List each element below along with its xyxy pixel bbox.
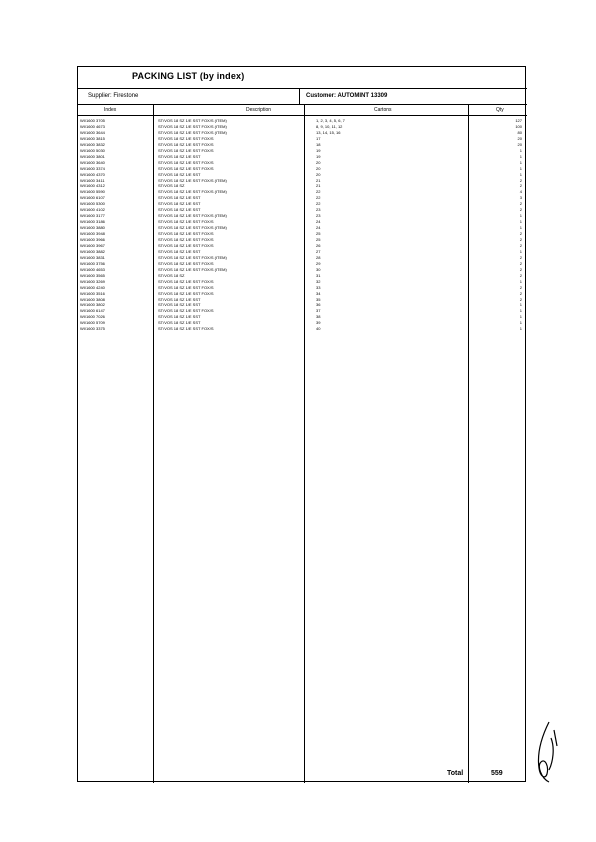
index-cell: WI/1600 3880: [80, 225, 105, 231]
cartons-cell: 19: [316, 147, 321, 153]
index-cell: WI/1600 3756: [80, 260, 105, 266]
index-cell: WI/1600 3411: [80, 177, 105, 183]
qty-cell: 100: [515, 123, 522, 129]
index-cell: WI/1600 3186: [80, 219, 105, 225]
description-cell: ST/VOS 18 SZ 1/E SST FOX/S (ITEM): [158, 129, 227, 135]
total-label: Total: [447, 770, 464, 777]
qty-cell: 1: [519, 171, 522, 177]
qty-cell: 4: [519, 189, 522, 195]
description-cell: ST/VOS 18 SZ 1/E SST FOX/S: [158, 219, 214, 225]
description-cell: ST/VOS 18 SZ 1/E SST: [158, 248, 201, 254]
cartons-cell: 22: [316, 195, 321, 201]
description-cell: ST/VOS 18 SZ 1/E SST FOX/S: [158, 165, 214, 171]
qty-cell: 1: [519, 302, 522, 308]
cartons-cell: 20: [316, 165, 321, 171]
title-bar: [78, 67, 527, 89]
index-cell: WI/1600 6147: [80, 308, 105, 314]
cartons-cell: 18: [316, 141, 321, 147]
signature-mark: [527, 718, 567, 788]
index-cell: WI/1600 3832: [80, 141, 105, 147]
cartons-cell: 22: [316, 201, 321, 207]
index-cell: WI/1600 4102: [80, 207, 105, 213]
qty-cell: 1: [519, 159, 522, 165]
cartons-cell: 23: [316, 213, 321, 219]
description-cell: ST/VOS 18 SZ 1/E SST FOX/S (ITEM): [158, 254, 227, 260]
cartons-cell: 31: [316, 272, 321, 278]
index-cell: WI/1600 3640: [80, 159, 105, 165]
index-cell: WI/1600 3644: [80, 129, 105, 135]
qty-cell: 1: [519, 314, 522, 320]
cartons-cell: 21: [316, 183, 321, 189]
cartons-cell: 25: [316, 231, 321, 237]
index-cell: WI/1600 3948: [80, 231, 105, 237]
qty-cell: 2: [519, 177, 522, 183]
qty-cell: 2: [519, 290, 522, 296]
description-cell: ST/VOS 18 SZ 1/E SST FOX/S (ITEM): [158, 225, 227, 231]
description-cell: ST/VOS 18 SZ 1/E SST: [158, 320, 201, 326]
header-divider: [78, 115, 527, 116]
qty-cell: 2: [519, 272, 522, 278]
qty-cell: 1: [519, 153, 522, 159]
cartons-cell: 24: [316, 219, 321, 225]
description-cell: ST/VOS 18 SZ 1/E SST: [158, 207, 201, 213]
description-cell: ST/VOS 18 SZ 1/E SST FOX/S: [158, 135, 214, 141]
qty-cell: 1: [519, 308, 522, 314]
description-cell: ST/VOS 18 SZ 1/E SST: [158, 314, 201, 320]
qty-cell: 2: [519, 242, 522, 248]
cartons-cell: 33: [316, 284, 321, 290]
qty-cell: 127: [515, 118, 522, 123]
description-cell: ST/VOS 18 SZ 1/E SST FOX/S: [158, 260, 214, 266]
description-cell: ST/VOS 18 SZ 1/E SST FOX/S (ITEM): [158, 266, 227, 272]
packing-list-sheet: [77, 66, 526, 782]
cartons-cell: 30: [316, 266, 321, 272]
qty-cell: 20: [517, 135, 522, 141]
description-cell: ST/VOS 18 SZ 1/E SST FOX/S: [158, 147, 214, 153]
qty-cell: 2: [519, 183, 522, 189]
index-cell: WI/1600 3831: [80, 254, 105, 260]
index-cell: WI/1600 3801: [80, 153, 105, 159]
qty-cell: 1: [519, 219, 522, 225]
index-cell: WI/1600 3565: [80, 272, 105, 278]
col-header-qty: Qty: [496, 107, 504, 113]
description-cell: ST/VOS 18 SZ 1/E SST FOX/S: [158, 237, 214, 242]
cartons-cell: 27: [316, 248, 321, 254]
total-value: 559: [491, 770, 503, 777]
index-cell: WI/1600 4240: [80, 284, 105, 290]
qty-cell: 2: [519, 254, 522, 260]
description-cell: ST/VOS 18 SZ 1/E SST FOX/S (ITEM): [158, 189, 227, 195]
cartons-cell: 26: [316, 242, 321, 248]
index-cell: WI/1600 3802: [80, 302, 105, 308]
index-cell: WI/1600 4370: [80, 171, 105, 177]
description-cell: ST/VOS 18 SZ 1/E SST FOX/S: [158, 242, 214, 248]
cartons-cell: 36: [316, 302, 321, 308]
qty-cell: 1: [519, 147, 522, 153]
qty-cell: 2: [519, 237, 522, 242]
index-cell: WI/1600 3882: [80, 248, 105, 254]
index-cell: WI/1600 5709: [80, 320, 105, 326]
index-cell: WI/1600 3808: [80, 296, 105, 302]
qty-cell: 2: [519, 260, 522, 266]
supplier-label: Supplier: Firestone: [88, 93, 139, 99]
info-divider: [299, 89, 300, 105]
description-cell: ST/VOS 18 SZ 1/E SST: [158, 171, 201, 177]
cartons-cell: 39: [316, 320, 321, 326]
cartons-cell: 29: [316, 260, 321, 266]
index-cell: WI/1600 3967: [80, 242, 105, 248]
cartons-cell: 23: [316, 207, 321, 213]
cartons-cell: 32: [316, 278, 321, 284]
cartons-cell: 19: [316, 153, 321, 159]
description-cell: ST/VOS 18 SZ 1/E SST: [158, 201, 201, 207]
qty-cell: 1: [519, 165, 522, 171]
description-cell: ST/VOS 18 SZ 1/E SST FOX/S (ITEM): [158, 118, 227, 123]
qty-cell: 1: [519, 320, 522, 326]
description-cell: ST/VOS 18 SZ: [158, 272, 185, 278]
description-cell: ST/VOS 18 SZ 1/E SST: [158, 296, 201, 302]
qty-cell: 1: [519, 326, 522, 332]
index-cell: WI/1600 4673: [80, 123, 105, 129]
cartons-cell: 24: [316, 225, 321, 231]
description-cell: ST/VOS 18 SZ 1/E SST: [158, 195, 201, 201]
description-cell: ST/VOS 18 SZ 1/E SST FOX/S (ITEM): [158, 177, 227, 183]
cartons-cell: 34: [316, 290, 321, 296]
cartons-cell: 40: [316, 326, 321, 332]
cartons-cell: 20: [316, 159, 321, 165]
qty-cell: 2: [519, 266, 522, 272]
index-cell: WI/1600 4312: [80, 183, 105, 189]
description-cell: ST/VOS 18 SZ 1/E SST FOX/S: [158, 231, 214, 237]
cartons-cell: 17: [316, 135, 321, 141]
qty-cell: 2: [519, 284, 522, 290]
index-cell: WI/1600 6107: [80, 195, 105, 201]
packing-table: [78, 105, 527, 783]
cartons-cell: 1, 2, 3, 4, 5, 6, 7: [316, 118, 345, 123]
index-cell: WI/1600 3516: [80, 290, 105, 296]
qty-cell: 3: [519, 195, 522, 201]
index-cell: WI/1600 3966: [80, 237, 105, 242]
info-row: [78, 89, 527, 105]
col-header-description: Description: [246, 107, 272, 113]
index-cell: WI/1600 3269: [80, 278, 105, 284]
cartons-cell: 25: [316, 237, 321, 242]
col-header-index: Index: [104, 107, 117, 113]
description-cell: ST/VOS 18 SZ 1/E SST: [158, 153, 201, 159]
description-cell: ST/VOS 18 SZ 1/E SST FOX/S: [158, 159, 214, 165]
qty-cell: 2: [519, 201, 522, 207]
cartons-cell: 8, 9, 10, 11, 12: [316, 123, 343, 129]
qty-cell: 1: [519, 248, 522, 254]
qty-cell: 20: [517, 141, 522, 147]
qty-cell: 2: [519, 207, 522, 213]
qty-cell: 2: [519, 296, 522, 302]
description-cell: ST/VOS 18 SZ 1/E SST FOX/S (ITEM): [158, 213, 227, 219]
index-cell: WI/1600 7026: [80, 314, 105, 320]
description-cell: ST/VOS 18 SZ: [158, 183, 185, 189]
index-cell: WI/1600 3374: [80, 165, 105, 171]
index-cell: WI/1600 3705: [80, 118, 105, 123]
qty-cell: 1: [519, 213, 522, 219]
description-cell: ST/VOS 18 SZ 1/E SST FOX/S: [158, 284, 214, 290]
description-cell: ST/VOS 18 SZ 1/E SST FOX/S: [158, 290, 214, 296]
index-cell: WI/1600 5590: [80, 189, 105, 195]
cartons-cell: 21: [316, 177, 321, 183]
cartons-cell: 20: [316, 171, 321, 177]
qty-cell: 80: [517, 129, 522, 135]
index-cell: WI/1600 5300: [80, 201, 105, 207]
description-cell: ST/VOS 18 SZ 1/E SST FOX/S (ITEM): [158, 123, 227, 129]
index-cell: WI/1600 4653: [80, 266, 105, 272]
description-cell: ST/VOS 18 SZ 1/E SST FOX/S: [158, 308, 214, 314]
cartons-cell: 22: [316, 189, 321, 195]
description-cell: ST/VOS 18 SZ 1/E SST FOX/S: [158, 141, 214, 147]
cartons-cell: 13, 14, 15, 16: [316, 129, 341, 135]
index-cell: WI/1600 3375: [80, 326, 105, 332]
col-header-cartons: Cartons: [374, 107, 392, 113]
index-cell: WI/1600 3815: [80, 135, 105, 141]
description-cell: ST/VOS 18 SZ 1/E SST FOX/S: [158, 326, 214, 332]
customer-label: Customer: AUTOMINT 13309: [306, 93, 388, 99]
cartons-cell: 35: [316, 296, 321, 302]
qty-cell: 1: [519, 278, 522, 284]
qty-cell: 1: [519, 225, 522, 231]
qty-cell: 2: [519, 231, 522, 237]
page-title: PACKING LIST (by index): [132, 71, 245, 81]
cartons-cell: 28: [316, 254, 321, 260]
index-cell: WI/1600 3177: [80, 213, 105, 219]
description-cell: ST/VOS 18 SZ 1/E SST: [158, 302, 201, 308]
description-cell: ST/VOS 18 SZ 1/E SST FOX/S: [158, 278, 214, 284]
cartons-cell: 37: [316, 308, 321, 314]
index-cell: WI/1600 5030: [80, 147, 105, 153]
cartons-cell: 38: [316, 314, 321, 320]
table-row: [78, 326, 527, 332]
